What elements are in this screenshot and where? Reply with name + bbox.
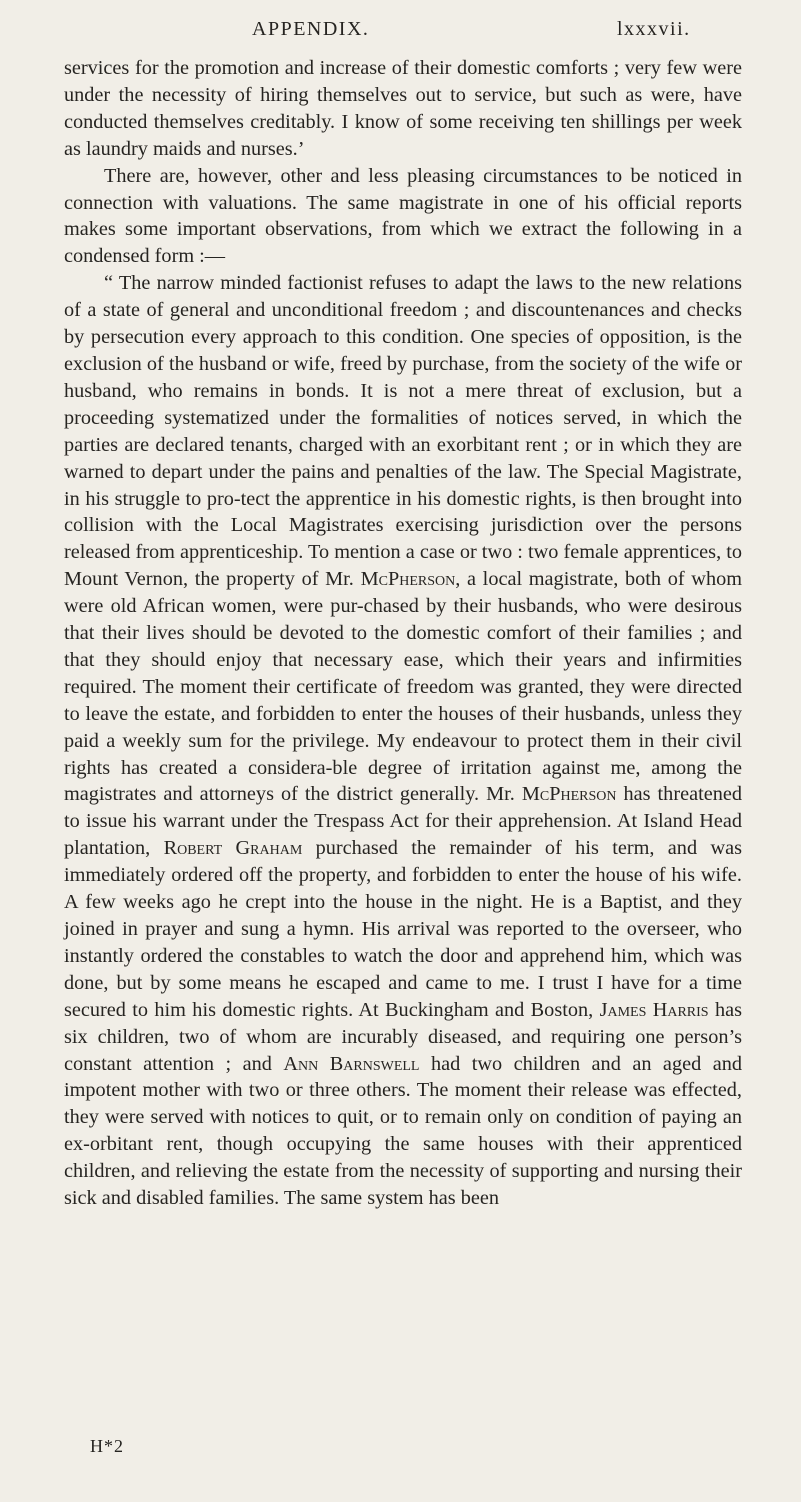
quote-text-6: had two children and an aged and impotent mother with two or three others. The moment their release was effected, they were served with notices to quit, or to remain only on condition of paying an ex-orbitant rent, though occupying the same houses with their apprenticed children, and relieving the estate from the necessity of supporting and nursing their sick and disabled families. The same system has been [64,1052,742,1210]
quote-text-1: “ The narrow minded factionist refuses to adapt the laws to the new relations of a state of general and unconditional freedom ; and discountenances and checks by persecution every approach to this condition. One species of opposition, is the exclusion of the husband or wife, freed by purchase, from the society of the wife or husband, who remains in bonds. It is not a mere threat of exclusion, but a proceeding systematized under the formalities of notices served, in which the parties are declared tenants, charged with an exorbitant rent ; or in which they are warned to depart under the pains and penalties of the law. The Special Magistrate, in his struggle to pro-tect the apprentice in his domestic rights, is then brought into collision with the Local Magistrates exercising jurisdiction over the persons released from apprenticeship. To mention a case or two : two female apprentices, to Mount Vernon, the property of Mr. [64,272,742,591]
running-head: APPENDIX. [252,18,370,40]
name-robert-graham: Robert Graham [163,837,303,860]
page-header [0,18,801,48]
quote-text-5: has six children, two of whom are incurably diseased, and requiring one person’s constant attention ; and [64,998,743,1075]
quote-text-2: , a local magistrate, both of whom were old African women, were pur-chased by their husbands, who were desirous that their lives should be devoted to the domestic comfort of their families ; and that they should enjoy that necessary ease, which their years and infirmities required. The moment their certificate of freedom was granted, they were directed to leave the estate, and forbidden to enter the houses of their husbands, unless they paid a weekly sum for the privilege. My endeavour to protect them in their civil rights has created a considera-ble degree of irritation against me, among the magistrates and attorneys of the district generally. Mr. [64,568,743,806]
name-james-harris: James Harris [599,998,709,1021]
page-number: lxxxvii. [617,18,691,40]
name-mcpherson-2: McPherson [521,783,617,806]
quote-text-4: purchased the remainder of his term, and was immediately ordered off the property, and forbidden to enter the house of his wife. A few weeks ago he crept into the house in the night. He is a Baptist, and they joined in prayer and sung a hymn. His arrival was reported to the overseer, who instantly ordered the constables to watch the door and apprehend him, which was done, but by some means he escaped and came to me. I trust I have for a time secured to him his domestic rights. At Buckingham and Boston, [64,837,742,1021]
name-mcpherson-1: McPherson [360,568,456,591]
body-text [64,55,742,1212]
paragraph-3-quote [64,270,742,1212]
quote-text-3: has threatened to issue his warrant under the Trespass Act for their apprehension. At Island Head plantation, [64,783,742,860]
name-ann-barnswell: Ann Barnswell [283,1052,420,1075]
paragraph-2: There are, however, other and less pleasing circumstances to be noticed in connection with valuations. The same magistrate in one of his official reports makes some important observations, from which we extract the following in a condensed form :— [64,164,742,268]
signature-mark: H*2 [90,1436,124,1456]
paragraph-1: services for the promotion and increase of their domestic comforts ; very few were under the necessity of hiring themselves out to service, but such as were, have conducted themselves creditably. I know of some receiving ten shillings per week as laundry maids and nurses.’ [64,57,742,160]
